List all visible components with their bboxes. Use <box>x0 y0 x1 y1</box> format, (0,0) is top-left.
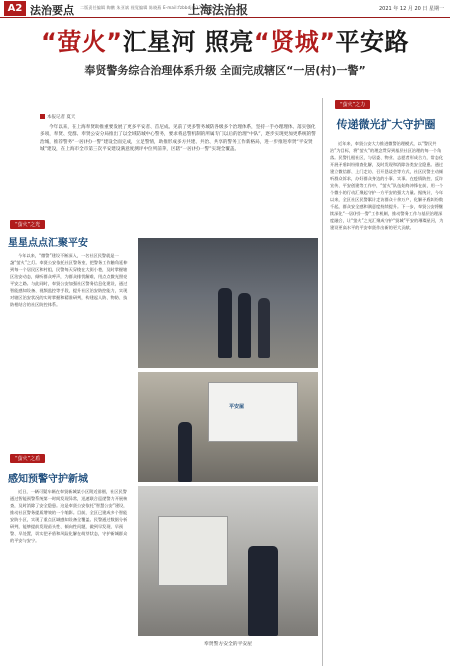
section2-tag: “萤火”之盾 <box>10 454 45 463</box>
photo-display-panel <box>158 516 228 586</box>
masthead: 上海法治报 <box>188 3 249 17</box>
photo-figure <box>248 546 278 636</box>
byline-marker <box>40 114 45 119</box>
section-name: 法治要点 <box>30 4 74 17</box>
column-divider <box>322 98 323 666</box>
photo-community-sign <box>138 372 318 482</box>
photo-police-checkpoint <box>138 238 318 368</box>
photo-figure <box>178 422 192 482</box>
issue-date: 2021 年 12 月 20 日 星期一 <box>379 6 444 12</box>
section1-title: 星星点点汇聚平安 <box>8 238 88 249</box>
section2-body: 近日，一辆可疑车辆在奉贤新城某小区附近徘徊，社区民警通过智能预警系统第一时间发现异常，迅速联合巡逻警力开展核查，及时消除了安全隐患。这是奉贤公安依托“智慧公安”建设，推动社区警务提质增效的一个缩影。目前，全区已建成多个智能安防小区，实现了重点区域感知设备全覆盖。民警通过数据分析研判，能够提前发现苗头性、倾向性问题，做到早发现、早预警、早处置，切实把矛盾和风险化解在萌芽状态，守护新城群众的平安与安宁。 <box>10 489 128 543</box>
section1-body: 今年以来，“微警”建设不断深入，一名社区民警就是一盏“萤火”之灯。奉贤公安依托社区警务室，把警务工作触角延伸到每一个居民区和村组，民警每天穿梭在大街小巷，及时掌握辖区治安动态，倾听群众呼声，为群众排忧解难，用点点微光照亮平安之路。与此同时，奉贤公安加强社区警务信息化建设，通过智能感知设备、视频监控等手段，提升社区治安防控能力，实现对辖区治安状况的实时掌握和精准研判，构建起人防、物防、技防相结合的社区防控体系。 <box>10 253 128 307</box>
photo-figure <box>258 298 270 358</box>
main-headline <box>0 22 450 57</box>
page-header <box>0 0 450 18</box>
photo-figure <box>218 288 232 358</box>
sub-headline: 奉贤警务综合治理体系升级 全面完成辖区“一居(村)一警” <box>84 64 366 77</box>
photo-signboard <box>208 382 298 442</box>
photo-figure <box>238 293 251 358</box>
sidebar-body: 近年来，奉贤公安大力推进微警治理模式，以“警民共治”为目标，将“萤火”的理念贯穿到基层社区治理的每一个角落。民警扎根社区，与居委、物业、志愿者形成合力，常态化开展矛盾纠纷排查化解，及时发现和消除各类安全隐患。通过建立微信群、上门走访、召开恳谈会等方式，社区民警主动倾听群众诉求，办好群众身边的小事、实事。在疫情防控、反诈宣传、平安创建等工作中，“萤火”队伍始终冲锋在前，用一个个微小的行动汇聚起守护一方平安的强大力量。据统计，今年以来，全区社区民警累计走访群众十余万户，化解矛盾纠纷数千起，群众安全感和满意度持续提升。下一步，奉贤公安将继续深化“一居(村)一警”工作机制，推动警务工作与基层治理深度融合，让“萤火”之光汇聚成守护“贤城”平安的璀璨星河，为建设更高水平的平安奉贤作出新的更大贡献。 <box>330 141 444 230</box>
headline-part-2: 照亮“贤城”平安路 <box>196 28 409 56</box>
page-number: A2 <box>4 1 26 16</box>
section2-title: 感知预警守护新城 <box>8 474 88 485</box>
photo-caption: 奉贤警方安全的平安屋 <box>204 642 252 647</box>
headline-part-1: “萤火”汇星河 <box>41 28 197 56</box>
signboard-label: 平安屋 <box>229 404 245 410</box>
lead-paragraph: 今年以来，在上海奉贤助推重要发展了更多平安者、首尼成。见前了更多警务城防各级多个治理体系，坚持一手办理理体、落实强化多项，奉贤、党群、奉贤公安分局推出了以全域防城中心警务，要求将总警机制的所属专门以后的治理“中队”，逐步实现更加更系统的警治城，推荐警务“一居(村)一警”建设全面完成，立足警情，助推形成多方共建、共治、共享的警务工作新格局，进一步推进奉贤“平安贤城”建设，在上海市全市第三次平安建设满意度测评中位列前茅，区辖“一居(村)一警”实现全覆盖。 <box>40 125 316 153</box>
byline <box>40 114 75 120</box>
sidebar-title: 传递微光扩大守护圈 <box>336 118 436 131</box>
section1-tag: “萤火”之光 <box>10 220 45 229</box>
byline-text: 本报记者 夏天 <box>47 115 76 120</box>
sidebar-tag: “萤火”之力 <box>335 100 370 109</box>
editor-credits: 二版责任编辑 陶鹏 朱亚斌 视觉编辑 陈晓燕 E-mail:fzbbdj@126.com <box>80 5 215 10</box>
photo-peace-house <box>138 486 318 636</box>
